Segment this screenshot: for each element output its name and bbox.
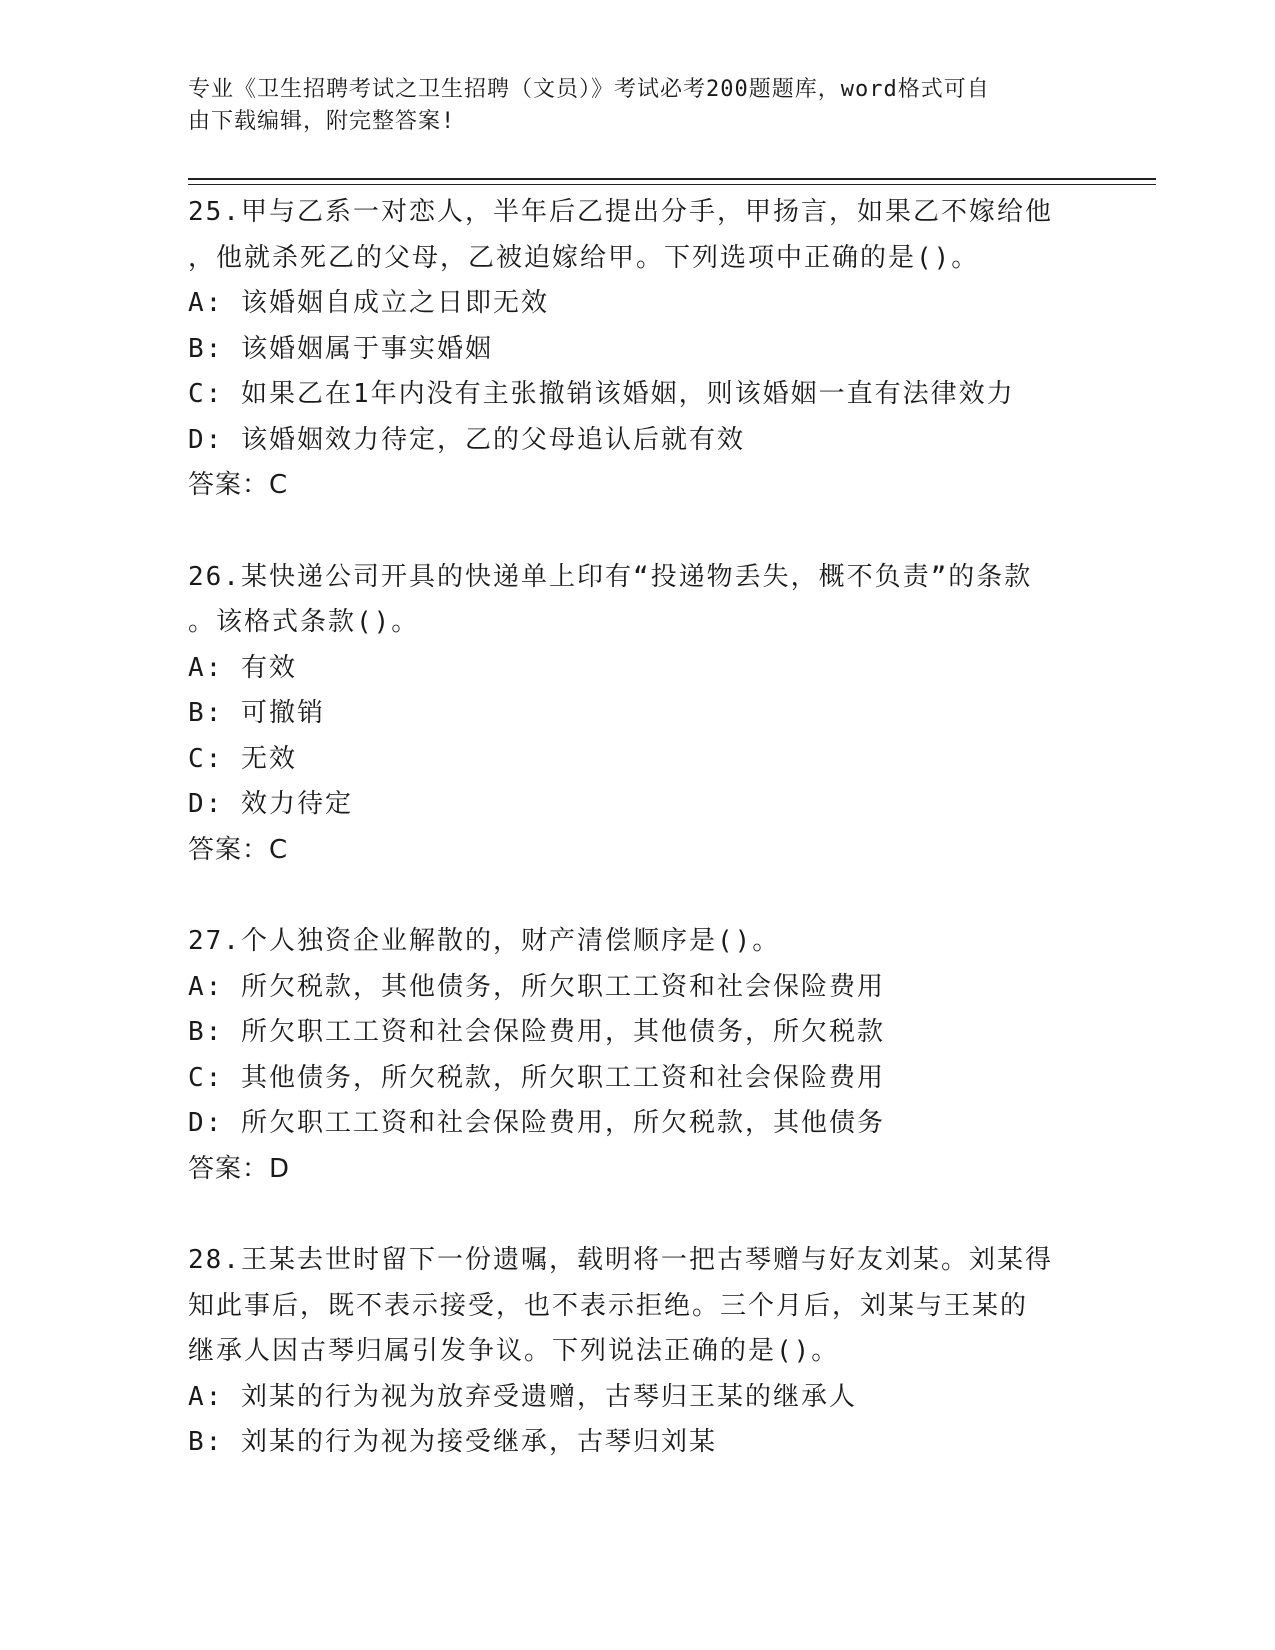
question-stem-line: 知此事后，既不表示接受，也不表示拒绝。三个月后，刘某与王某的 <box>188 1290 1029 1321</box>
question-option: B: 所欠职工工资和社会保险费用，其他债务，所欠税款 <box>188 1017 885 1047</box>
question-block <box>188 919 1088 1192</box>
question-stem-line: 27.个人独资企业解散的，财产清偿顺序是()。 <box>188 926 781 956</box>
header-divider-thick <box>188 178 1156 180</box>
question-option: A: 所欠税款，其他债务，所欠职工工资和社会保险费用 <box>188 971 885 1002</box>
question-block <box>188 1238 1088 1466</box>
question-option: C: 无效 <box>188 743 297 774</box>
header-divider-thin <box>188 184 1156 185</box>
question-stem-line: 。该格式条款()。 <box>188 607 420 637</box>
question-option: D: 该婚姻效力待定，乙的父母追认后就有效 <box>188 424 745 455</box>
question-option: D: 效力待定 <box>188 789 353 819</box>
document-header <box>188 74 1088 138</box>
question-option: A: 该婚姻自成立之日即无效 <box>188 288 549 318</box>
question-option: A: 有效 <box>188 652 297 683</box>
question-option: B: 可撤销 <box>188 698 325 728</box>
question-stem-line: 28.王某去世时留下一份遗嘱，载明将一把古琴赠与好友刘某。刘某得 <box>188 1245 1053 1275</box>
question-list <box>188 190 1088 1512</box>
question-answer: 答案：C <box>188 470 289 500</box>
question-stem-line: 26.某快递公司开具的快递单上印有“投递物丢失，概不负责”的条款 <box>188 561 1033 592</box>
question-block <box>188 555 1088 874</box>
header-line-2: 由下载编辑，附完整答案! <box>188 109 456 134</box>
question-stem-line: ，他就杀死乙的父母，乙被迫嫁给甲。下列选项中正确的是()。 <box>188 242 980 273</box>
question-option: C: 如果乙在1年内没有主张撤销该婚姻，则该婚姻一直有法律效力 <box>188 379 1015 409</box>
question-option: B: 该婚姻属于事实婚姻 <box>188 333 493 364</box>
question-option: D: 所欠职工工资和社会保险费用，所欠税款，其他债务 <box>188 1108 885 1138</box>
header-line-1: 专业《卫生招聘考试之卫生招聘（文员）》考试必考200题题库，word格式可自 <box>188 77 990 102</box>
question-stem-line: 继承人因古琴归属引发争议。下列说法正确的是()。 <box>188 1336 840 1366</box>
question-option: B: 刘某的行为视为接受继承，古琴归刘某 <box>188 1427 717 1457</box>
question-option: C: 其他债务，所欠税款，所欠职工工资和社会保险费用 <box>188 1062 885 1093</box>
question-block <box>188 190 1088 509</box>
question-answer: 答案：D <box>188 1153 291 1184</box>
question-stem-line: 25.甲与乙系一对恋人，半年后乙提出分手，甲扬言，如果乙不嫁给他 <box>188 197 1053 227</box>
question-option: A: 刘某的行为视为放弃受遗赠，古琴归王某的继承人 <box>188 1381 857 1412</box>
question-answer: 答案：C <box>188 834 289 865</box>
